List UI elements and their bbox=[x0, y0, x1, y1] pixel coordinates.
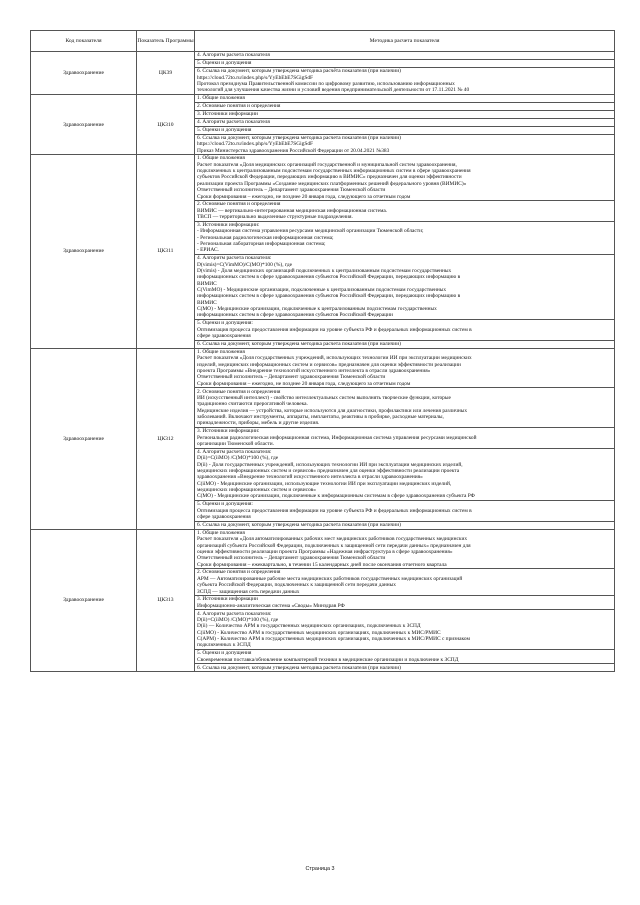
methodology-line: 4. Алгоритм расчета показателя bbox=[197, 52, 270, 59]
methodology-line: https://cloud.72to.ru/index.php/s/YyEbEbE7SGigSdF bbox=[197, 74, 314, 81]
methodology-line: ТВСП — территориально выделенные структурные подразделения. bbox=[197, 214, 353, 221]
methodology-line: 6. Ссылка на документ, которым утверждена методика расчета показателя (при наличии) bbox=[197, 134, 401, 141]
methodology-section bbox=[195, 68, 614, 94]
table-row bbox=[31, 529, 615, 672]
methodology-section bbox=[195, 449, 614, 501]
methodology-line: субъектов Российской Федерации, передающих информацию в ВИМИС» предназначен для оценки эффективности bbox=[197, 174, 462, 181]
methodology-line: 3. Источники информации: bbox=[197, 428, 260, 435]
methodology-section bbox=[195, 569, 614, 596]
methodology-line: реализации проекта Программы «Создание медицинских платформенных решений федерального уровня (ВИМИС)» bbox=[197, 180, 467, 187]
methodology-cell bbox=[195, 52, 615, 95]
methodology-line: медицинских информационных систем и сервисов» предназначен для оценки эффективности реализации проекта bbox=[197, 467, 460, 474]
indicator-code-cell: Здравоохранение bbox=[31, 52, 137, 95]
methodology-cell bbox=[195, 94, 615, 154]
methodology-line: организации Тюменской области. bbox=[197, 440, 274, 447]
methodology-line: изделий, медицинских информационных систем и сервисов» предназначен для оценки эффективности реализации bbox=[197, 361, 461, 368]
methodology-line: сфере здравоохранения bbox=[197, 513, 251, 520]
methodology-line: 4. Алгоритм расчета показателя: bbox=[197, 448, 272, 455]
methodology-line: ИИ (искусственный интеллект) - свойство интеллектуальных систем выполнять творческие функции, которые bbox=[197, 394, 451, 401]
header-methodology: Методика расчета показателя bbox=[195, 31, 615, 52]
methodology-line: Оптимизация процесса предоставления информации на уровне субъекта РФ и федеральных информационных систем в bbox=[197, 507, 472, 514]
methodology-line: 6. Ссылка на документ, которым утверждена методика расчёта показателя (при наличии) bbox=[197, 68, 401, 75]
methodology-line: - Региональная радиологическая информационная система; bbox=[197, 234, 334, 241]
methodology-section bbox=[195, 155, 614, 201]
methodology-line: 5. Оценки и допущения bbox=[197, 126, 252, 133]
methodology-line: D(ii)=C(iiMO) /C(MO)*100 (%), где bbox=[197, 455, 279, 462]
methodology-line: Протокол президиума Правительственной комиссии по цифровому развитию, использованию информационных bbox=[197, 80, 455, 87]
methodology-line: C(iiMO) - Количество АРМ в государственных медицинских организациях, подключенных к МИС/РМИС bbox=[197, 629, 441, 636]
methodology-section bbox=[195, 650, 614, 664]
methodology-line: Ответственный исполнитель – Департамент здравоохранения Тюменской области bbox=[197, 187, 386, 194]
methodology-line: C(VimMO) - Медицинские организации, подключенные к централизованным подсистемам государственных bbox=[197, 287, 447, 294]
methodology-section bbox=[195, 111, 614, 119]
methodology-section bbox=[195, 349, 614, 389]
methodology-line: Медицинские изделия — устройства, которые используются для диагностики, профилактики или лечения различных bbox=[197, 407, 468, 414]
indicator-code-cell: Здравоохранение bbox=[31, 94, 137, 154]
methodology-line: проекта Программы «Внедрение технологий искусственного интеллекта в отрасли здравоохранения» bbox=[197, 368, 431, 375]
methodology-line: здравоохранения «Внедрение технологий искусственного интеллекта в отрасли здравоохранения» bbox=[197, 474, 423, 481]
document-page bbox=[30, 30, 614, 672]
methodology-line: 5. Оценки и допущения bbox=[197, 60, 252, 67]
methodology-line: сфере здравоохранения bbox=[197, 333, 251, 340]
methodology-line: 1. Общие положения bbox=[197, 348, 245, 355]
methodology-line: 5. Оценки и допущения: bbox=[197, 320, 253, 327]
methodology-section bbox=[195, 341, 614, 348]
methodology-section bbox=[195, 388, 614, 428]
methodology-line: 4. Алгоритм расчета показателя bbox=[197, 118, 270, 125]
methodology-line: C(iiMO) - Медицинские организации, использующие технологии ИИ при эксплуатации медицинских изделий, bbox=[197, 480, 452, 487]
methodology-line: Сроки формирования – ежегодно, не позднее 20 января года, следующего за отчетным годом bbox=[197, 193, 411, 200]
methodology-line: 6. Ссылка на документ, которым утверждена методика расчета показателя (при наличии) bbox=[197, 341, 401, 348]
methodology-line: Приказ Министерства здравоохранения Российской Федерации от 20.04.2021 №383 bbox=[197, 147, 390, 154]
methodology-line: 5. Оценки и допущения: bbox=[197, 501, 253, 508]
methodology-line: D(vimis)=C(VimMO)/C(MO)*100 (%), где bbox=[197, 261, 292, 268]
methodology-line: 2. Основные понятия и определения bbox=[197, 201, 281, 208]
methodology-line: технологий для улучшения качества жизни и условий ведения предпринимательской деятельности от 17.11.2021 № 40 bbox=[197, 87, 470, 94]
methodology-line: 4. Алгоритм расчета показателя: bbox=[197, 255, 272, 262]
methodology-line: информационных систем в сфере здравоохранения субъектов Российской Федерации, передающих информацию в bbox=[197, 293, 461, 300]
methodology-line: ВИМИС — вертикально-интегрированная медицинская информационная система. bbox=[197, 207, 388, 214]
methodology-line: подключенных к централизованным подсистемам государственных информационных систем в сфере здравоохранения bbox=[197, 168, 471, 175]
methodology-section bbox=[195, 530, 614, 570]
methodology-line: Ответственный исполнитель – Департамент здравоохранения Тюменской области bbox=[197, 374, 386, 381]
methodology-line: Оптимизация процесса предоставления информации на уровне субъекта РФ и федеральных информационных систем в bbox=[197, 326, 472, 333]
methodology-section bbox=[195, 664, 614, 671]
methodology-line: C(MO) - Медицинские организации, подключенные к централизованным подсистемам государственных bbox=[197, 306, 437, 313]
methodology-section bbox=[195, 610, 614, 650]
methodology-section bbox=[195, 119, 614, 127]
methodology-line: - Информационная система управления ресурсами медицинской организации Тюменской области; bbox=[197, 228, 424, 235]
methodology-line: 1. Общие положения bbox=[197, 95, 245, 102]
methodology-section bbox=[195, 320, 614, 341]
header-program-indicator: Показатель Программы bbox=[137, 31, 195, 52]
program-indicator-cell: ЦК313 bbox=[137, 529, 195, 672]
methodology-line: C(MO) - Медицинские организации, подключенные к информационным системам в сфере здравоохранения субъекта РФ bbox=[197, 493, 475, 500]
methodology-section bbox=[195, 201, 614, 222]
table-row bbox=[31, 155, 615, 349]
program-indicator-cell: ЦК39 bbox=[137, 52, 195, 95]
methodology-line: C(APM) - Количество АРМ в государственных медицинских организациях, подключенных к МИС/РМИС с признаком bbox=[197, 636, 470, 643]
methodology-line: Региональная радиологическая информационная система, Информационная система управления ресурсами медицинской bbox=[197, 434, 477, 441]
methodology-line: ВИМИС bbox=[197, 280, 217, 287]
methodology-line: - Региональная лабораторная информационная система; bbox=[197, 241, 326, 248]
methodology-cell bbox=[195, 529, 615, 672]
methodology-line: Расчет показателя «Доля автоматизированных рабочих мест медицинских работников государственных медицинских bbox=[197, 536, 468, 543]
methodology-line: 2. Основные понятия и определения bbox=[197, 103, 281, 110]
methodology-line: https://cloud.72to.ru/index.php/s/YyEbEbE7SGigSdF bbox=[197, 141, 314, 148]
methodology-line: Сроки формирования – ежеквартально, в течении 15 календарных дней после окончания отчетного квартала bbox=[197, 561, 447, 568]
methodology-line: D(vimis) - Доля медицинских организаций подключенных к централизованным подсистемам государственных bbox=[197, 268, 452, 275]
methodology-line: информационных систем в сфере здравоохранения субъектов Российской Федерации bbox=[197, 312, 393, 319]
methodology-line: организаций субъекта Российской Федерации, подключенных к защищенной сети передачи данных» предназначен для bbox=[197, 542, 471, 549]
methodology-section bbox=[195, 428, 614, 449]
methodology-line: 3. Источники информации bbox=[197, 596, 258, 603]
methodology-section bbox=[195, 501, 614, 522]
methodology-line: D(ii) — Количество АРМ в государственных медицинских организациях, подключенных к ЗСПД bbox=[197, 623, 421, 630]
indicators-table bbox=[30, 30, 615, 672]
methodology-line: АРМ — Автоматизированные рабочие места медицинских работников государственных медицинских организаций bbox=[197, 575, 463, 582]
methodology-line: заболеваний. Включают инструменты, аппараты, имплантаты, реактивы в пробирке, расходные материалы, bbox=[197, 414, 444, 421]
methodology-section bbox=[195, 52, 614, 60]
methodology-line: Сроки формирования – ежегодно, не позднее 20 января года, следующего за отчетным годом bbox=[197, 380, 411, 387]
methodology-section bbox=[195, 522, 614, 529]
methodology-section bbox=[195, 596, 614, 610]
table-header-row bbox=[31, 31, 615, 52]
program-indicator-cell: ЦК311 bbox=[137, 155, 195, 349]
methodology-section bbox=[195, 103, 614, 111]
methodology-line: 6. Ссылка на документ, которым утверждена методика расчета показателя (при наличии) bbox=[197, 521, 401, 528]
methodology-line: ЗСПД — защищенная сеть передачи данных bbox=[197, 588, 300, 595]
methodology-line: 1. Общие положения bbox=[197, 155, 245, 162]
methodology-line: - ЕРИАС. bbox=[197, 247, 219, 254]
methodology-line: Информационно-аналитическая система «Своды» Минздрав РФ bbox=[197, 602, 345, 609]
table-row bbox=[31, 348, 615, 529]
methodology-line: 2. Основные понятия и определения bbox=[197, 569, 281, 576]
indicator-code-cell: Здравоохранение bbox=[31, 529, 137, 672]
methodology-line: подключенных к ЗСПД bbox=[197, 642, 251, 649]
indicator-code-cell: Здравоохранение bbox=[31, 155, 137, 349]
methodology-section bbox=[195, 60, 614, 68]
methodology-section bbox=[195, 95, 614, 103]
methodology-line: медицинских информационных систем и сервисов» bbox=[197, 486, 316, 493]
methodology-cell bbox=[195, 155, 615, 349]
methodology-line: 2. Основные понятия и определения bbox=[197, 388, 281, 395]
methodology-line: ВИМИС bbox=[197, 299, 217, 306]
methodology-cell bbox=[195, 348, 615, 529]
header-indicator-code: Код показателя bbox=[31, 31, 137, 52]
methodology-line: 4. Алгоритм расчета показателя: bbox=[197, 610, 272, 617]
methodology-line: 5. Оценки и допущения bbox=[197, 650, 252, 657]
indicator-code-cell: Здравоохранение bbox=[31, 348, 137, 529]
methodology-line: 3. Источники информации bbox=[197, 111, 258, 118]
methodology-line: субъекта Российской Федерации, подключенных к защищенной сети передачи данных bbox=[197, 582, 396, 589]
methodology-line: 6. Ссылка на документ, которым утверждена методика расчета показателя (при наличии) bbox=[197, 664, 401, 671]
methodology-line: Ответственный исполнитель – Департамент здравоохранения Тюменской области bbox=[197, 555, 386, 562]
methodology-section bbox=[195, 127, 614, 135]
table-row bbox=[31, 52, 615, 95]
methodology-section bbox=[195, 135, 614, 155]
methodology-section bbox=[195, 222, 614, 255]
methodology-section bbox=[195, 255, 614, 320]
methodology-line: принадлежности, приборы, мебель и другие изделия. bbox=[197, 420, 320, 427]
methodology-line: Своевременная поставка/обновление компьютерной техники в медицинские организации и подключение к ЗСПД bbox=[197, 656, 459, 663]
methodology-line: традиционно считаются прерогативой человека. bbox=[197, 401, 308, 408]
program-indicator-cell: ЦК310 bbox=[137, 94, 195, 154]
table-row bbox=[31, 94, 615, 154]
methodology-line: Расчет показателя «Доля медицинских организаций государственной и муниципальной систем здравоохранения, bbox=[197, 161, 457, 168]
methodology-line: D(ii)=C(iiMO) /C(MO)*100 (%), где bbox=[197, 617, 279, 624]
methodology-line: 1. Общие положения bbox=[197, 529, 245, 536]
methodology-line: D(ii) - Доля государственных учреждений, использующих технологии ИИ при эксплуатации медицинских изделий, bbox=[197, 461, 463, 468]
methodology-line: 3. Источники информации: bbox=[197, 222, 260, 229]
methodology-line: Расчет показателя «Доля государственных учреждений, использующих технологии ИИ при эксплуатации медицинских bbox=[197, 355, 472, 362]
methodology-line: оценки эффективности реализации проекта Программы «Надежная инфраструктура в сфере здравоохранения» bbox=[197, 548, 453, 555]
methodology-line: информационных систем в сфере здравоохранения субъектов Российской Федерации, передающих информацию в bbox=[197, 274, 461, 281]
program-indicator-cell: ЦК312 bbox=[137, 348, 195, 529]
page-number: Страница 3 bbox=[305, 866, 335, 872]
